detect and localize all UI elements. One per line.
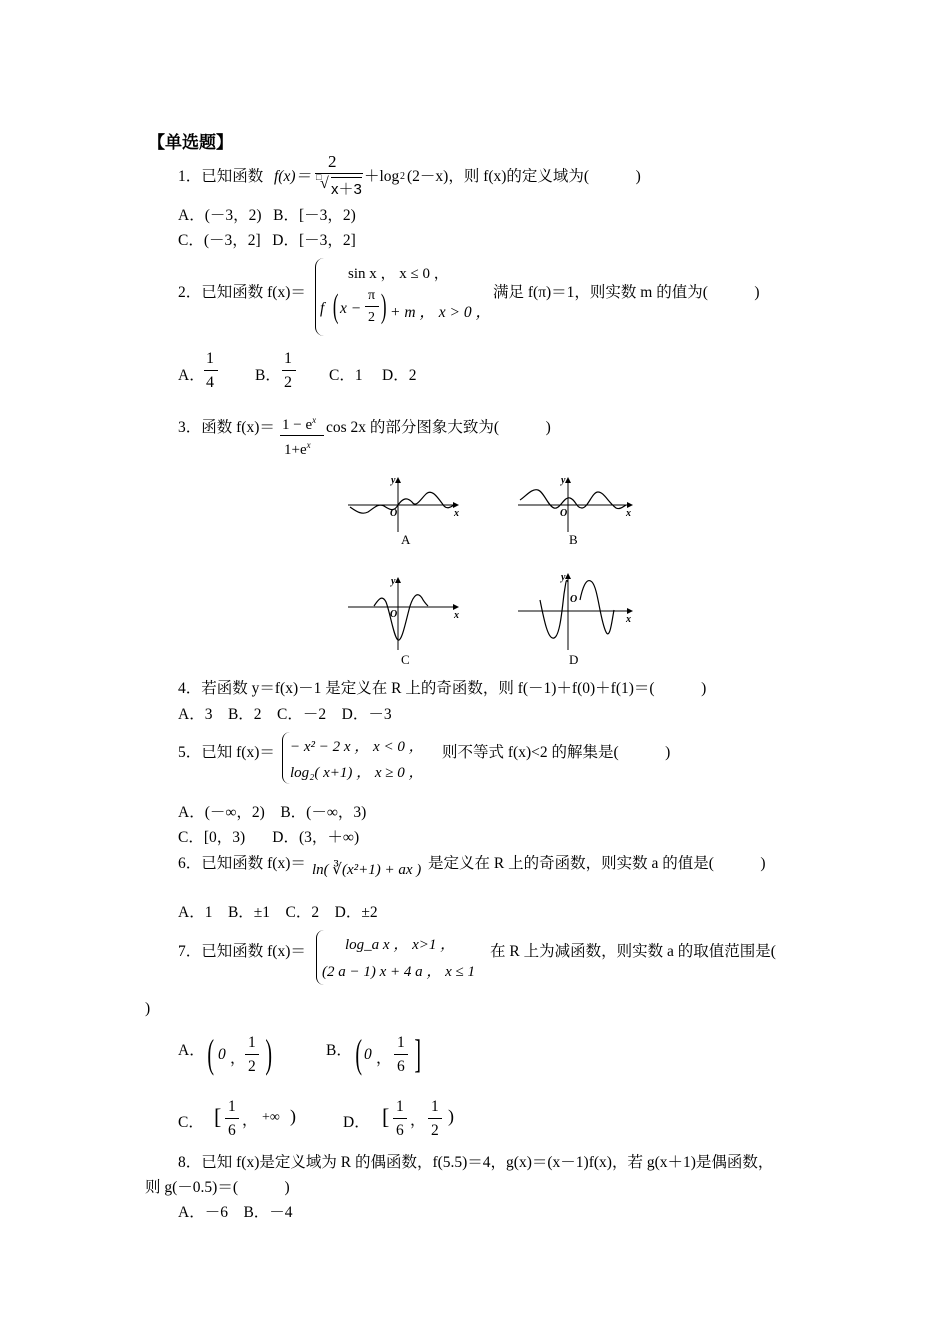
graph-a-y: y (391, 475, 396, 486)
q1-options-row1 (178, 203, 356, 225)
graph-c-x: x (454, 610, 459, 621)
q1-log: ＋log (364, 168, 400, 185)
q8-line-2: 则 g(－0.5)＝( ) (145, 1179, 290, 1196)
q5-options-row2: C．[0，3) D．(3，＋∞) (178, 829, 360, 846)
q4-options: A．3 B．2 C．－2 D．－3 (178, 706, 392, 723)
section-title: 【单选题】 (148, 133, 233, 152)
q5-prefix: 5．已知 f(x)＝ (178, 744, 275, 761)
graph-d-y: y (561, 572, 566, 583)
q5-brace (282, 732, 290, 784)
q1-option-c: C．(－3，2] (178, 232, 261, 249)
graph-c-y: y (391, 576, 396, 587)
q7-prefix: 7．已知函数 f(x)＝ (178, 943, 306, 960)
graph-c-label: C (401, 652, 410, 667)
q8-line-1: 8．已知 f(x)是定义域为 R 的偶函数，f(5.5)＝4，g(x)＝(x－1)f(x)，若 g(x＋1)是偶函数， (178, 1154, 774, 1171)
q6-suffix: 是定义在 R 上的奇函数，则实数 a 的值是( ) (428, 855, 766, 872)
q5-case-2: log₂( x+1) ， x ≥ 0 ， (290, 765, 424, 781)
q5-case-1: − x² − 2 x ， x < 0 ， (290, 739, 424, 755)
q1-log-base: 2 (400, 171, 405, 182)
q6-prefix: 6．已知函数 f(x)＝ (178, 855, 306, 872)
q6-options: A．1 B．±1 C．2 D．±2 (178, 904, 378, 921)
q1-radicand: x＋3 (331, 177, 362, 199)
graph-a-o: O (390, 508, 398, 519)
graph-a-label: A (401, 532, 411, 547)
graph-d (518, 572, 632, 667)
q7-case-2: (2 a − 1) x + 4 a ， x ≤ 1 (322, 964, 476, 980)
q7-close-paren: ) (145, 1000, 151, 1017)
graph-d-label: D (569, 652, 579, 667)
q1-root-index: □ (316, 172, 322, 182)
q6-expression: ln( ∛(x²+1) + ax ) (312, 862, 422, 878)
q1-rest: (2－x)，则 f(x)的定义域为( ) (407, 168, 641, 185)
q5-suffix: 则不等式 f(x)<2 的解集是( ) (442, 744, 671, 761)
q3-graphs (340, 470, 650, 670)
q1-options-row2 (178, 228, 356, 250)
q4-text: 4．若函数 y＝f(x)－1 是定义在 R 上的奇函数，则 f(－1)＋f(0)＋f(1)＝( ) (178, 680, 707, 697)
q2-suffix: 满足 f(π)＝1，则实数 m 的值为( ) (493, 284, 760, 301)
graph-a (348, 475, 459, 547)
q8-options: A．－6 B．－4 (178, 1204, 293, 1221)
q1-option-a: A．(－3，2) (178, 207, 262, 224)
q5-options-row1: A．(－∞，2) B．(－∞，3) (178, 804, 367, 821)
graph-b-y: y (561, 475, 566, 486)
graph-b-x: x (626, 508, 631, 519)
graph-c-o: O (390, 609, 398, 620)
graph-b-o: O (560, 508, 568, 519)
q7-case-1: log_a x ， x>1 ， (345, 937, 456, 953)
q2-brace (315, 258, 324, 336)
q1-root-sign: √ (320, 175, 329, 192)
graph-b (518, 475, 632, 547)
q1-option-d: D．[－3，2] (272, 232, 356, 249)
q1-fx: f(x)＝ (274, 168, 312, 185)
graph-b-label: B (569, 532, 578, 547)
graph-d-o: O (570, 594, 578, 605)
graph-c (348, 576, 459, 667)
q1-prefix: 1．已知函数 (178, 168, 264, 185)
graph-a-x: x (454, 508, 459, 519)
q2-case-1: sin x ， x ≤ 0 ， (348, 266, 449, 282)
q1-numerator: 2 (328, 152, 337, 171)
q2-prefix: 2．已知函数 f(x)＝ (178, 284, 306, 301)
q1-option-b: B．[－3，2) (273, 207, 356, 224)
q7-suffix: 在 R 上为减函数，则实数 a 的取值范围是( (490, 943, 776, 960)
graph-d-x: x (626, 614, 631, 625)
